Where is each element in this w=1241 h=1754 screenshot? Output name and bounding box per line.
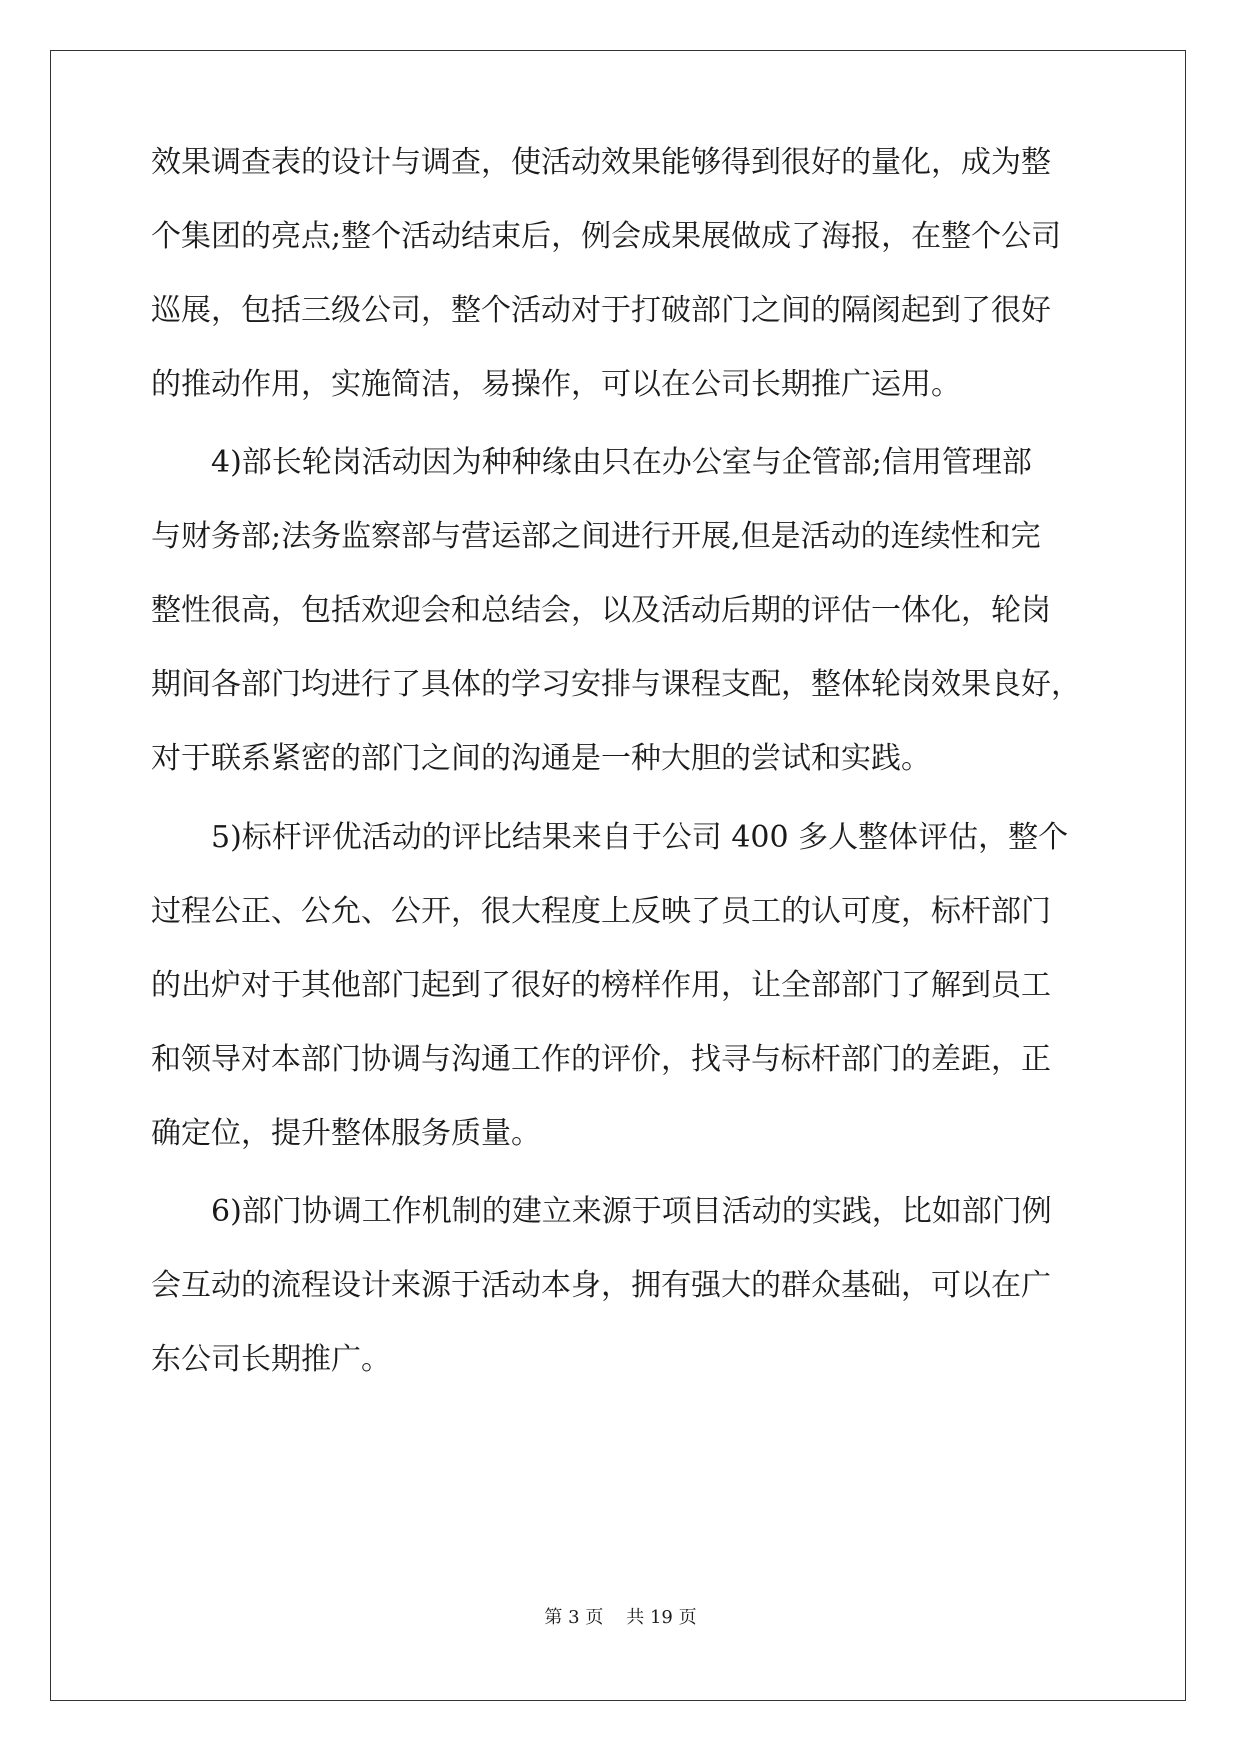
paragraph-line: 6)部门协调工作机制的建立来源于项目活动的实践，比如部门例	[211, 1194, 1052, 1229]
paragraph-line: 对于联系紧密的部门之间的沟通是一种大胆的尝试和实践。	[151, 741, 931, 776]
paragraph-line: 过程公正、公允、公开，很大程度上反映了员工的认可度，标杆部门	[151, 894, 1051, 929]
paragraph-line: 整性很高，包括欢迎会和总结会，以及活动后期的评估一体化，轮岗	[151, 593, 1051, 628]
paragraph-line: 确定位，提升整体服务质量。	[151, 1116, 541, 1151]
paragraph-line: 效果调查表的设计与调查，使活动效果能够得到很好的量化，成为整	[151, 145, 1051, 180]
page-number: 第 3 页	[544, 1607, 604, 1628]
page-total: 共 19 页	[626, 1607, 697, 1628]
paragraph-line: 个集团的亮点;整个活动结束后，例会成果展做成了海报，在整个公司	[151, 219, 1062, 254]
paragraph-line: 的推动作用，实施简洁，易操作，可以在公司长期推广运用。	[151, 367, 961, 402]
paragraph-line: 和领导对本部门协调与沟通工作的评价，找寻与标杆部门的差距，正	[151, 1042, 1051, 1077]
paragraph-line: 会互动的流程设计来源于活动本身，拥有强大的群众基础，可以在广	[151, 1268, 1051, 1303]
page-footer	[0, 1603, 1241, 1629]
paragraph-line: 与财务部;法务监察部与营运部之间进行开展,但是活动的连续性和完	[151, 519, 1041, 554]
paragraph-line: 5)标杆评优活动的评比结果来自于公司 400 多人整体评估，整个	[211, 820, 1069, 855]
paragraph-line: 巡展，包括三级公司，整个活动对于打破部门之间的隔阂起到了很好	[151, 293, 1051, 328]
paragraph-line: 东公司长期推广。	[151, 1342, 391, 1377]
paragraph-line: 期间各部门均进行了具体的学习安排与课程支配，整体轮岗效果良好，	[151, 667, 1081, 702]
paragraph-line: 4)部长轮岗活动因为种种缘由只在办公室与企管部;信用管理部	[211, 445, 1032, 480]
paragraph-line: 的出炉对于其他部门起到了很好的榜样作用，让全部部门了解到员工	[151, 968, 1051, 1003]
